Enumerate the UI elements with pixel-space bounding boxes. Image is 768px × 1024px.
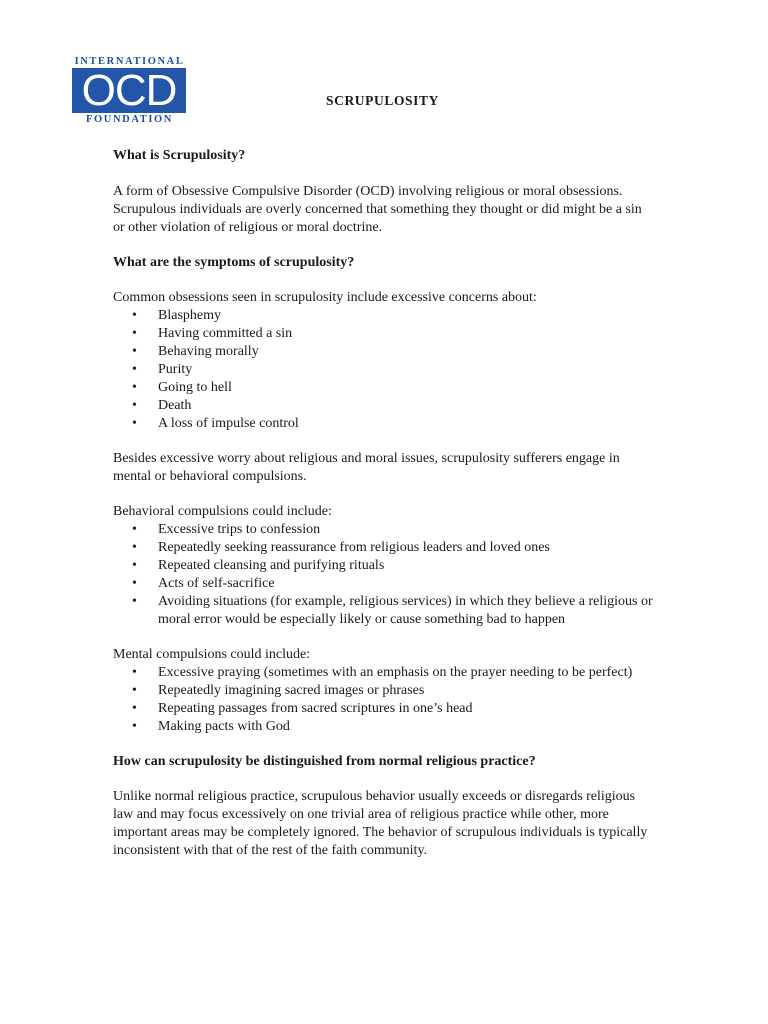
bullet-icon: • (132, 308, 137, 323)
bullet-icon: • (132, 522, 137, 537)
list-item: • Repeatedly imagining sacred images or phrases (132, 683, 425, 698)
list-item: • Making pacts with God (132, 719, 290, 734)
list-item: • Excessive praying (sometimes with an emphasis on the prayer needing to be perfect) (132, 665, 633, 680)
bullet-icon: • (132, 362, 137, 377)
list-item: • Blasphemy (132, 308, 221, 323)
list-item: • Repeating passages from sacred scriptures in one’s head (132, 701, 473, 716)
logo-main-text: OCD (72, 68, 186, 113)
bullet-icon: • (132, 540, 137, 555)
bullet-icon: • (132, 398, 137, 413)
list-item: • Repeated cleansing and purifying rituals (132, 558, 385, 573)
bullet-icon: • (132, 576, 137, 591)
bullet-icon: • (132, 719, 137, 734)
bullet-icon: • (132, 594, 137, 609)
behavioral-list (113, 521, 653, 629)
bullet-icon: • (132, 416, 137, 431)
list-item: • A loss of impulse control (132, 416, 299, 431)
heading-distinguish: How can scrupulosity be distinguished from normal religious practice? (113, 754, 536, 769)
list-item: • Having committed a sin (132, 326, 293, 341)
list-item: • Purity (132, 362, 193, 377)
heading-what-is: What is Scrupulosity? (113, 148, 246, 163)
list-item: • Repeatedly seeking reassurance from religious leaders and loved ones (132, 540, 550, 555)
heading-symptoms: What are the symptoms of scrupulosity? (113, 255, 355, 270)
mental-list (113, 664, 653, 736)
list-item: • Going to hell (132, 380, 232, 395)
bullet-icon: • (132, 380, 137, 395)
paragraph-definition: A form of Obsessive Compulsive Disorder (OCD) involving religious or moral obsessions. Scrupulous individuals are overly concerned that something they thought or did might be a sin or other violation of religious or moral doctrine. (113, 184, 642, 235)
list-item: • Behaving morally (132, 344, 259, 359)
bullet-icon: • (132, 558, 137, 573)
paragraph-behavioral-intro: Behavioral compulsions could include: (113, 504, 332, 519)
paragraph-distinguish: Unlike normal religious practice, scrupulous behavior usually exceeds or disregards religious law and may focus excessively on one trivial area of religious practice while other, more important areas may be completely ignored. The behavior of scrupulous individuals is typically inconsistent with that of the rest of the faith community. (113, 789, 648, 858)
ocd-foundation-logo (71, 57, 188, 125)
obsessions-list (113, 307, 653, 433)
page-title: SCRUPULOSITY (326, 93, 439, 108)
list-item: • Avoiding situations (for example, religious services) in which they believe a religious or moral error would be especially likely or cause something bad to happen (132, 594, 653, 627)
bullet-icon: • (132, 701, 137, 716)
paragraph-besides: Besides excessive worry about religious and moral issues, scrupulosity sufferers engage in mental or behavioral compulsions. (113, 451, 620, 484)
logo-top-text: INTERNATIONAL (74, 56, 185, 67)
paragraph-obsessions-intro: Common obsessions seen in scrupulosity include excessive concerns about: (113, 290, 537, 305)
list-item: • Death (132, 398, 192, 413)
paragraph-mental-intro: Mental compulsions could include: (113, 647, 311, 662)
bullet-icon: • (132, 344, 137, 359)
list-item: • Excessive trips to confession (132, 522, 321, 537)
bullet-icon: • (132, 326, 137, 341)
list-item: • Acts of self-sacrifice (132, 576, 275, 591)
bullet-icon: • (132, 665, 137, 680)
document-body (113, 147, 653, 860)
bullet-icon: • (132, 683, 137, 698)
logo-bottom-text: FOUNDATION (86, 114, 173, 125)
